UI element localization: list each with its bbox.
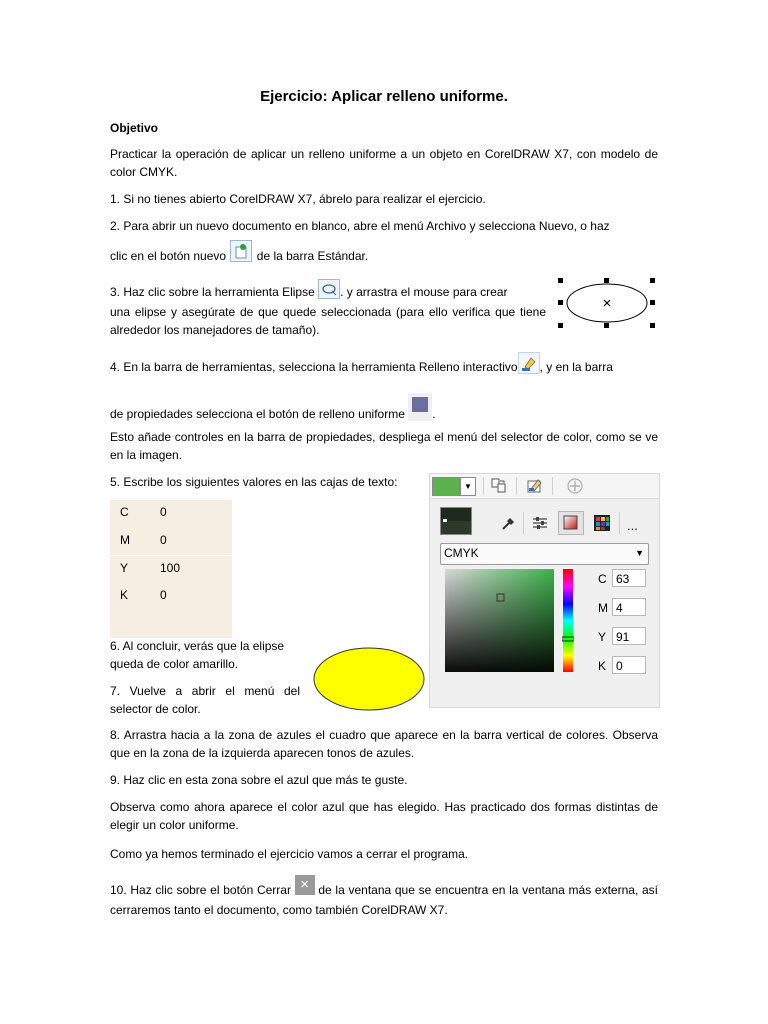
hue-slider[interactable] — [562, 569, 574, 672]
new-document-icon — [230, 240, 252, 262]
previous-color-swatch — [441, 521, 471, 534]
step-4-description: Esto añade controles en la barra de propiedades, despliega el menú del selector de color, como se ve en la imagen. — [110, 430, 658, 462]
step-2-text-post: de la barra Estándar. — [256, 249, 369, 264]
field-input-y[interactable]: 91 — [612, 627, 646, 645]
step-6: 6. Al concluir, verás que la elipse queda de color amarillo. — [110, 639, 285, 671]
color-viewer-icon — [559, 512, 583, 534]
cmyk-label: Y — [120, 561, 129, 575]
step-3-text-post: . y arrastra el mouse para crear — [340, 285, 508, 300]
step-10 — [110, 876, 658, 919]
step-4-text-post: , y en la barra — [539, 360, 613, 375]
step-4-line-2 — [110, 401, 658, 429]
step-9: 9. Haz clic en esta zona sobre el azul que más te guste. — [110, 773, 408, 787]
cmyk-row-y — [110, 556, 232, 584]
swatch-marker — [443, 519, 447, 522]
field-input-k[interactable]: 0 — [612, 656, 646, 674]
cmyk-value: 0 — [160, 588, 167, 602]
copy-properties-icon[interactable] — [490, 477, 508, 495]
step-10-text-pre: 10. Haz clic sobre el botón Cerrar — [110, 883, 291, 898]
chevron-down-icon: ▼ — [635, 548, 644, 558]
step-5: 5. Escribe los siguientes valores en las cajas de texto: — [110, 475, 398, 489]
color-palettes-icon[interactable] — [593, 514, 611, 532]
color-selector-panel — [429, 473, 660, 708]
toolbar-divider — [516, 477, 517, 495]
intro-paragraph: Practicar la operación de aplicar un relleno uniforme a un objeto en CorelDRAW X7, con modelo de color CMYK. — [110, 147, 658, 179]
cmyk-value: 100 — [160, 561, 181, 575]
field-label-c: C — [598, 572, 607, 586]
step-2-text-pre: clic en el botón nuevo — [110, 249, 227, 264]
field-label-k: K — [598, 659, 607, 673]
cmyk-label: K — [120, 588, 129, 602]
step-2-line-1: 2. Para abrir un nuevo documento en blanco, abre el menú Archivo y selecciona Nuevo, o haz — [110, 219, 610, 233]
color-model-value: CMYK — [444, 546, 479, 560]
ellipse-tool-icon — [318, 279, 340, 299]
yellow-ellipse — [312, 646, 426, 712]
step-3-line-1 — [110, 283, 546, 303]
page-title: Ejercicio: Aplicar relleno uniforme. — [260, 88, 508, 105]
step-7: 7. Vuelve a abrir el menú del selector de color. — [110, 684, 300, 716]
step-4b-text-post: . — [432, 407, 436, 422]
color-field[interactable] — [445, 569, 554, 672]
toolbar-divider — [483, 477, 484, 495]
cmyk-value: 0 — [160, 505, 167, 519]
cmyk-values-table — [110, 500, 232, 638]
step-4-line-1 — [110, 357, 658, 379]
step-3-text-pre: 3. Haz clic sobre la herramienta Elipse — [110, 285, 315, 300]
step-2-line-2 — [110, 246, 658, 268]
step-1: 1. Si no tienes abierto CorelDRAW X7, ábrelo para realizar el ejercicio. — [110, 192, 486, 206]
uniform-fill-icon — [408, 393, 432, 421]
cmyk-row-m — [110, 528, 232, 556]
closing-paragraph: Como ya hemos terminado el ejercicio vamos a cerrar el programa. — [110, 847, 469, 861]
step-4b-text-pre: de propiedades selecciona el botón de relleno uniforme — [110, 407, 405, 422]
uniform-fill-swatch — [412, 397, 428, 412]
field-label-m: M — [598, 601, 608, 615]
current-color-swatch[interactable] — [432, 477, 460, 496]
step-3-line-2: una elipse y asegúrate de que quede seleccionada (para ello verifica que tiene alrededor los manejadores de tamaño). — [110, 305, 546, 337]
step-8: 8. Arrastra hacia a la zona de azules el cuadro que aparece en la barra vertical de colores. Observa que en la zona de la izquierda aparecen tonos de azules. — [110, 728, 658, 760]
toolbar-divider — [523, 512, 524, 534]
cmyk-row-k — [110, 583, 232, 611]
step-4-text-pre: 4. En la barra de herramientas, selecciona la herramienta Relleno interactivo — [110, 360, 518, 375]
color-model-dropdown[interactable] — [440, 543, 649, 565]
selected-ellipse-illustration — [555, 276, 659, 332]
objective-heading: Objetivo — [110, 121, 159, 135]
cmyk-label: C — [120, 505, 129, 519]
more-options-button[interactable]: ... — [627, 518, 638, 533]
color-viewer-button[interactable] — [558, 511, 584, 535]
cmyk-row-c — [110, 500, 232, 528]
field-label-y: Y — [598, 630, 607, 644]
add-icon[interactable] — [566, 477, 584, 495]
color-dropdown-arrow[interactable]: ▼ — [460, 477, 476, 496]
interactive-fill-icon — [518, 352, 540, 374]
toolbar-divider — [552, 477, 553, 495]
close-icon: × — [295, 875, 315, 895]
color-sliders-icon[interactable] — [531, 514, 549, 532]
edit-fill-icon[interactable] — [526, 477, 544, 495]
color-preview-swatch — [440, 507, 472, 535]
cmyk-label: M — [120, 533, 130, 547]
field-input-m[interactable]: 4 — [612, 598, 646, 616]
step-10-text-post: de la ventana que se encuentra en la ventana más externa, así cerraremos tanto el documento, como también CorelDRAW X7. — [110, 883, 658, 917]
observation-paragraph: Observa como ahora aparece el color azul que has elegido. Has practicado dos formas distintas de elegir un color uniforme. — [110, 800, 658, 832]
toolbar-divider — [619, 512, 620, 534]
eyedropper-icon[interactable] — [500, 514, 518, 532]
field-input-c[interactable]: 63 — [612, 569, 646, 587]
cmyk-value: 0 — [160, 533, 167, 547]
